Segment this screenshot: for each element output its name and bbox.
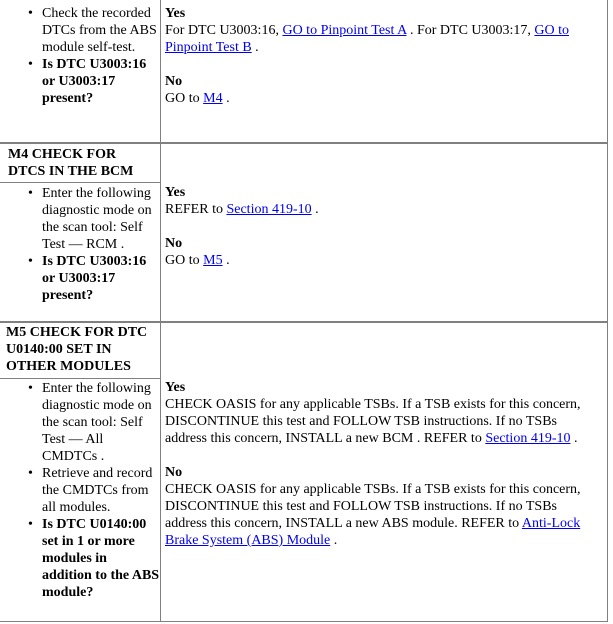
- result-cell: [165, 184, 600, 269]
- no-action: GO to M4 .: [165, 91, 230, 106]
- instructions-cell: [0, 185, 160, 304]
- instructions-cell: [0, 5, 160, 107]
- yes-action: For DTC U3003:16, GO to Pinpoint Test A . For DTC U3003:17, GO to Pinpoint Test B .: [165, 23, 570, 55]
- result-cell: [165, 379, 597, 549]
- result-cell: [165, 5, 600, 107]
- no-action: GO to M5 .: [165, 253, 230, 268]
- no-label: No: [165, 74, 183, 89]
- step-title: M5 CHECK FOR DTC U0140:00 SET IN OTHER MODULES: [6, 325, 148, 374]
- no-label: No: [165, 236, 183, 251]
- yes-action: REFER to Section 419-10 .: [165, 202, 319, 217]
- section-419-10-link[interactable]: Section 419-10: [485, 431, 571, 446]
- instructions-cell: [0, 380, 160, 601]
- m5-link[interactable]: M5: [203, 253, 223, 268]
- list-item: • Is DTC U0140:00 set in 1 or more modules in addition to the ABS module?: [28, 517, 160, 600]
- table-row: [0, 0, 607, 142]
- abs-module-link[interactable]: Anti-Lock Brake System (ABS) Module: [165, 516, 581, 548]
- section-419-10-link[interactable]: Section 419-10: [226, 202, 312, 217]
- list-item: • Is DTC U3003:16 or U3003:17 present?: [28, 254, 147, 303]
- pinpoint-test-a-link[interactable]: GO to Pinpoint Test A: [282, 23, 407, 38]
- yes-action: CHECK OASIS for any applicable TSBs. If a TSB exists for this concern, DISCONTINUE this test and FOLLOW TSB instructions. If no TSBs address this concern, INSTALL a new BCM . REFER to Section 419-10 .: [165, 397, 581, 446]
- list-item: • Retrieve and record the CMDTCs from all modules.: [28, 466, 153, 515]
- no-label: No: [165, 465, 183, 480]
- table-row: [0, 323, 607, 621]
- yes-label: Yes: [165, 6, 186, 21]
- no-action: CHECK OASIS for any applicable TSBs. If a TSB exists for this concern, DISCONTINUE this test and FOLLOW TSB instructions. If no TSBs address this concern, INSTALL a new ABS module. REFER to Anti-Lock Brake System (ABS) Module .: [165, 482, 581, 548]
- pinpoint-test-b-link[interactable]: GO to Pinpoint Test B: [165, 23, 570, 55]
- list-item: • Is DTC U3003:16 or U3003:17 present?: [28, 57, 147, 106]
- list-item: • Enter the following diagnostic mode on the scan tool: Self Test — All CMDTCs .: [28, 381, 152, 464]
- list-item: • Enter the following diagnostic mode on the scan tool: Self Test — RCM .: [28, 186, 152, 252]
- yes-label: Yes: [165, 380, 186, 395]
- m4-link[interactable]: M4: [203, 91, 223, 106]
- step-title: M4 CHECK FOR DTCS IN THE BCM: [8, 147, 134, 179]
- yes-label: Yes: [165, 185, 186, 200]
- table-row: [0, 144, 607, 321]
- list-item: • Check the recorded DTCs from the ABS module self-test.: [28, 6, 157, 55]
